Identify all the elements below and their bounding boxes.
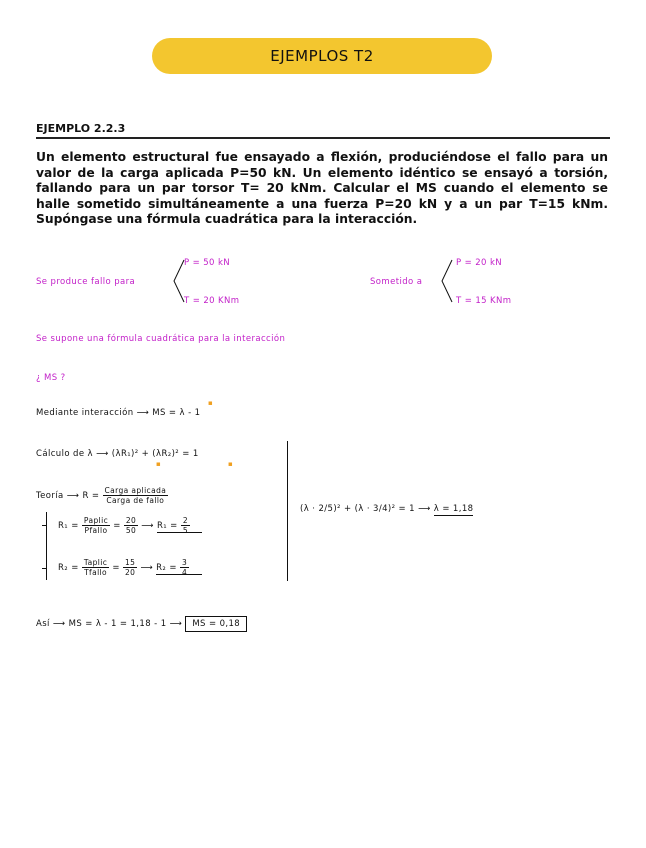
r2-value-denominator: 20 — [124, 568, 136, 577]
r2-value-fraction — [123, 558, 137, 577]
r1-row: R₁ = $\frac{\text{Paplic}}{\text{Pfallo}}$ = $\frac{20}{50}$ ⟶ R₁ = $\frac{2}{5}$ — [58, 516, 202, 535]
mediante-label: Mediante interacción — [36, 408, 134, 418]
r1-value-denominator: 50 — [125, 526, 137, 535]
bracket-tick — [42, 568, 47, 569]
asi-label: Así — [36, 619, 50, 629]
column-separator — [287, 441, 288, 581]
teoria-r: R = — [82, 491, 100, 501]
r2-label: R₂ = — [58, 563, 79, 573]
fallo-t: T = 20 KNm — [184, 296, 240, 306]
sometido-label: Sometido a — [370, 277, 423, 287]
example-title: EJEMPLO 2.2.3 — [36, 122, 126, 135]
banner-title: EJEMPLOS T2 — [270, 47, 374, 65]
lambda-equation — [300, 504, 473, 514]
final-result-box: MS = 0,18 — [185, 616, 247, 632]
accent-mark-icon: ▪ — [156, 460, 161, 468]
teoria-row — [36, 486, 168, 505]
r2-value-numerator: 15 — [124, 558, 136, 567]
teoria-numerator: Carga aplicada — [104, 486, 167, 495]
sometido-t: T = 15 KNm — [456, 296, 512, 306]
arrow-icon: ⟶ — [96, 449, 112, 459]
r2-result-numerator: 3 — [181, 558, 188, 567]
r1-value-numerator: 20 — [125, 516, 137, 525]
arrow-icon: ⟶ — [169, 619, 186, 629]
question-ms: ¿ MS ? — [36, 373, 66, 383]
teoria-denominator: Carga de fallo — [106, 496, 165, 505]
arrow-icon: ⟶ — [136, 408, 153, 418]
title-banner — [152, 38, 492, 74]
accent-mark-icon: ▪ — [208, 399, 213, 407]
calculo-label: Cálculo de λ — [36, 449, 93, 459]
r1-symbolic-fraction — [82, 516, 110, 535]
bracket-tick — [42, 525, 47, 526]
equation-left: (λ · 2/5)² + (λ · 3/4)² = 1 — [300, 504, 415, 514]
asi-expr: MS = λ - 1 = 1,18 - 1 — [68, 619, 167, 629]
r1-result-fraction — [181, 516, 190, 535]
arrow-icon: ⟶ — [141, 521, 157, 531]
r2-numerator: Taplic — [83, 558, 108, 567]
r1-result-denominator: 5 — [182, 526, 188, 535]
r1-numerator: Paplic — [83, 516, 109, 525]
asi-row — [36, 619, 247, 629]
r2-row: R₂ = $\frac{\text{Taplic}}{\text{Tfallo}}$ = $\frac{15}{20}$ ⟶ R₂ = $\frac{3}{4}$ — [58, 558, 202, 577]
r2-result-fraction — [180, 558, 189, 577]
r1-result — [156, 516, 202, 535]
r2-result — [156, 558, 201, 577]
fallo-label: Se produce fallo para — [36, 277, 136, 287]
r1-denominator: Pfallo — [84, 526, 108, 535]
r2-result-denominator: 4 — [181, 568, 188, 577]
mediante-expr: MS = λ - 1 — [152, 408, 201, 418]
calculo-expr: (λR₁)² + (λR₂)² = 1 — [111, 449, 199, 459]
supone-note: Se supone una fórmula cuadrática para la interacción — [36, 334, 286, 344]
lambda-result: λ = 1,18 — [433, 504, 474, 514]
r1-value-fraction — [124, 516, 138, 535]
accent-mark-icon: ▪ — [228, 460, 233, 468]
teoria-fraction — [103, 486, 169, 505]
r2-denominator: Tfallo — [84, 568, 108, 577]
r1-result-numerator: 2 — [182, 516, 188, 525]
bracket-line — [46, 512, 47, 580]
r2-symbolic-fraction — [82, 558, 109, 577]
mediante-row — [36, 408, 200, 418]
calculo-row — [36, 449, 199, 459]
arrow-icon: ⟶ — [52, 619, 69, 629]
r1-result-label: R₁ = — [156, 521, 178, 531]
arrow-icon: ⟶ — [66, 491, 83, 501]
problem-statement: Un elemento estructural fue ensayado a flexión, produciéndose el fallo para un valor de la carga aplicada P=50 kN. Un elemento idéntico se ensayó a torsión, fallando para un par torsor T= 20 kNm. Calcular el MS cuando el elemento se halle sometido simultáneamente a una fuerza P=20 kN y a un par T=15 kNm. Supóngase una fórmula cuadrática para la interacción. — [36, 150, 608, 226]
r2-result-label: R₂ = — [156, 563, 177, 573]
r1-label: R₁ = — [58, 521, 79, 531]
sometido-p: P = 20 kN — [456, 258, 503, 268]
sometido-brace — [440, 258, 454, 304]
title-divider — [36, 137, 610, 139]
arrow-icon: ⟶ — [140, 563, 157, 573]
teoria-label: Teoría — [36, 491, 64, 501]
fallo-p: P = 50 kN — [184, 258, 231, 268]
arrow-icon: ⟶ — [418, 504, 434, 514]
